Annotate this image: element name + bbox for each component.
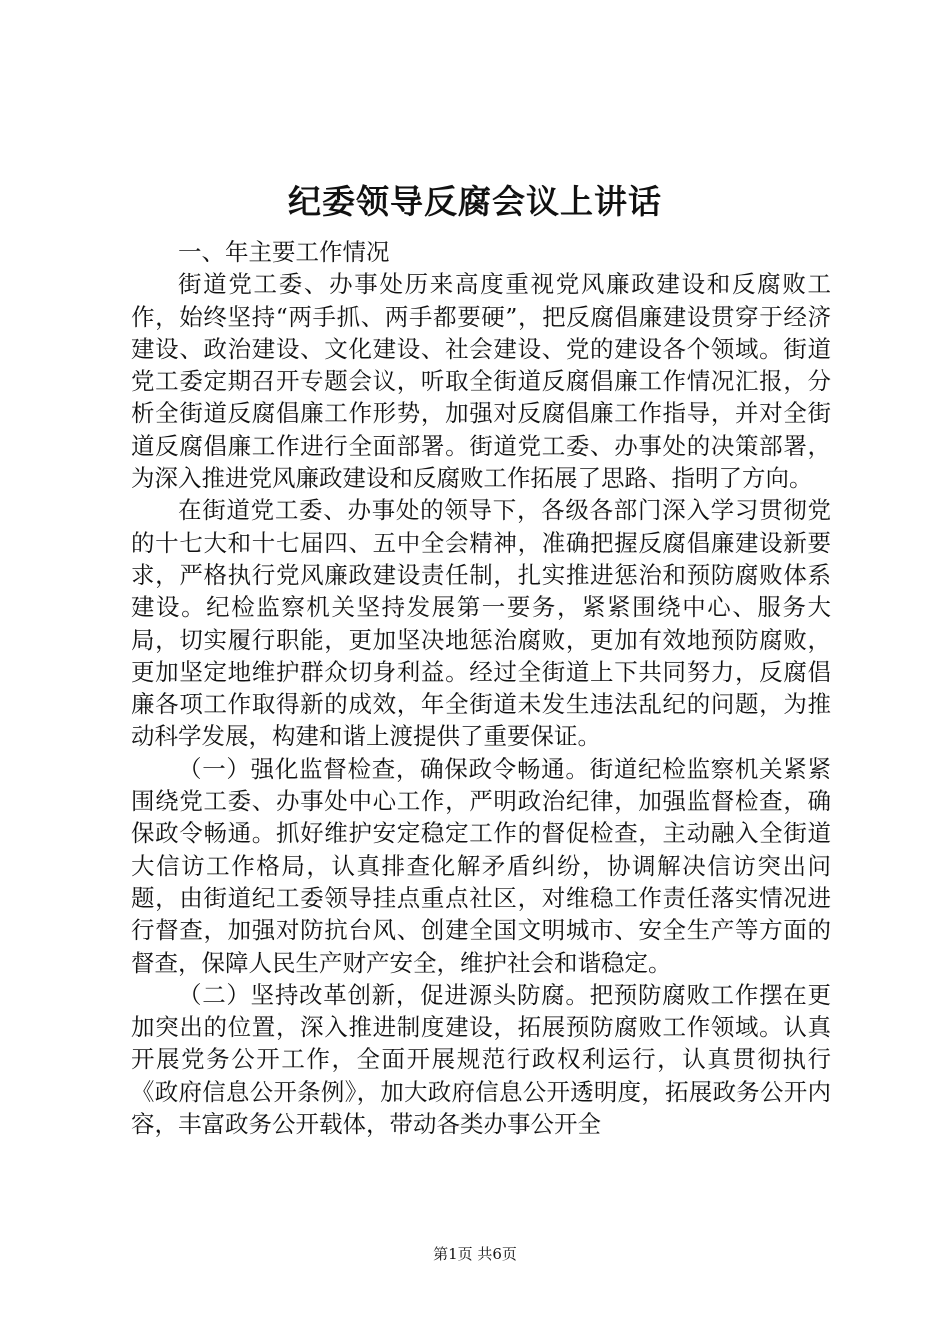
paragraph-3: （一）强化监督检查，确保政令畅通。街道纪检监察机关紧紧围绕党工委、办事处中心工作，严明政治纪律，加强监督检查，确保政令畅通。抓好维护安定稳定工作的督促检查，主动融入全街道大信访工作格局，认真排查化解矛盾纠纷，协调解决信访突出问题，由街道纪工委领导挂点重点社区，对维稳工作责任落实情况进行督查，加强对防抗台风、创建全国文明城市、安全生产等方面的督查，保障人民生产财产安全，维护社会和谐稳定。 — [131, 754, 831, 977]
paragraph-2: 在街道党工委、办事处的领导下，各级各部门深入学习贯彻党的十七大和十七届四、五中全会精神，准确把握反腐倡廉建设新要求，严格执行党风廉政建设责任制，扎实推进惩治和预防腐败体系建设。纪检监察机关坚持发展第一要务，紧紧围绕中心、服务大局，切实履行职能，更加坚决地惩治腐败，更加有效地预防腐败，更加坚定地维护群众切身利益。经过全街道上下共同努力，反腐倡廉各项工作取得新的成效，年全街道未发生违法乱纪的问题，为推动科学发展，构建和谐上渡提供了重要保证。 — [131, 496, 831, 751]
paragraph-4: （二）坚持改革创新，促进源头防腐。把预防腐败工作摆在更加突出的位置，深入推进制度建设，拓展预防腐败工作领域。认真开展党务公开工作，全面开展规范行政权利运行，认真贯彻执行《政府信息公开条例》，加大政府信息公开透明度，拓展政务公开内容，丰富政务公开载体，带动各类办事公开全 — [131, 980, 831, 1139]
page-footer: 第1页 共6页 — [433, 1245, 517, 1263]
document-title: 纪委领导反腐会议上讲话 — [288, 182, 662, 221]
section-heading: 一、年主要工作情况 — [178, 238, 390, 266]
document-body — [131, 236, 831, 1140]
paragraph-1: 街道党工委、办事处历来高度重视党风廉政建设和反腐败工作，始终坚持“两手抓、两手都要硬”，把反腐倡廉建设贯穿于经济建设、政治建设、文化建设、社会建设、党的建设各个领域。街道党工委定期召开专题会议，听取全街道反腐倡廉工作情况汇报，分析全街道反腐倡廉工作形势，加强对反腐倡廉工作指导，并对全街道反腐倡廉工作进行全面部署。街道党工委、办事处的决策部署，为深入推进党风廉政建设和反腐败工作拓展了思路、指明了方向。 — [131, 270, 831, 493]
